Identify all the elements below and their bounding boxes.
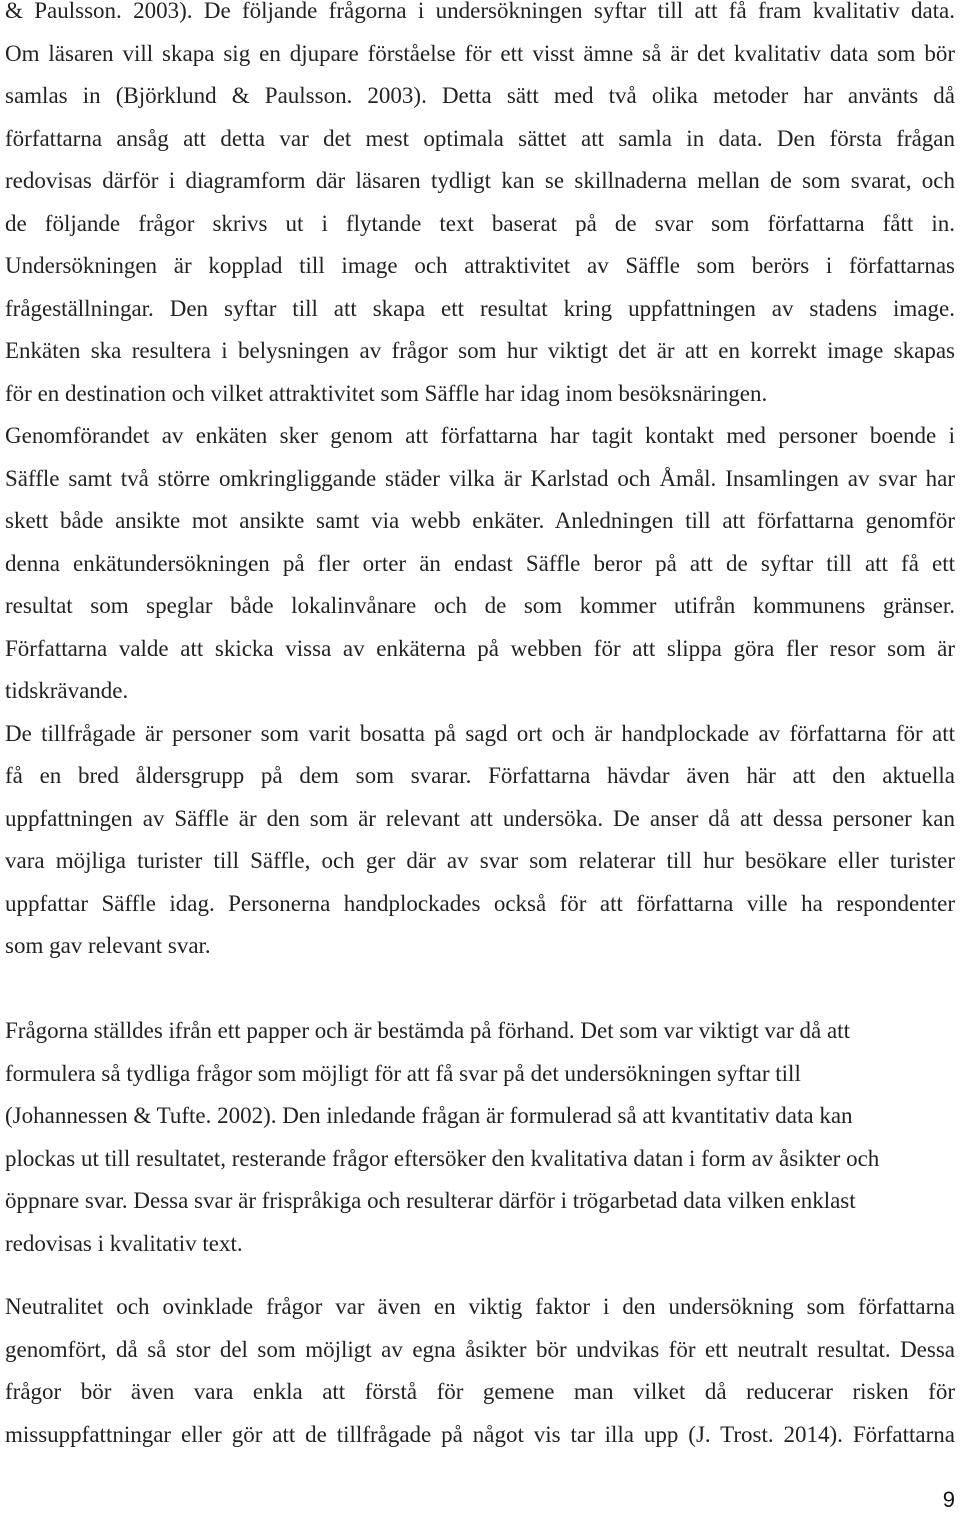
text-line: Undersökningen är kopplad till image och attraktivitet av Säffle som berörs i författarnas	[5, 253, 955, 278]
text-line: (Johannessen & Tufte. 2002). Den inledande frågan är formulerad så att kvantitativ data kan	[5, 1103, 853, 1128]
text-line: denna enkätundersökningen på fler orter än endast Säffle beror på att de syftar till att få ett	[5, 550, 955, 576]
paragraph-questions	[5, 1020, 955, 1254]
text-line: uppfattar Säffle idag. Personerna handplockades också för att författarna ville ha respondenter	[5, 890, 955, 916]
paragraph-respondents	[5, 720, 955, 958]
text-line: formulera så tydliga frågor som möjligt för att få svar på det undersökningen syftar till	[5, 1060, 801, 1086]
text-block	[5, 1296, 955, 1466]
text-line: genomfört, då så stor del som möjligt av egna åsikter bör undvikas för ett neutralt resultat. Dessa	[5, 1336, 955, 1362]
paragraph-implementation	[5, 425, 955, 701]
text-line: som gav relevant svar.	[5, 933, 211, 958]
text-line: plockas ut till resultatet, resterande frågor eftersöker den kvalitativa datan i form av åsikter och	[5, 1145, 880, 1171]
text-line: Säffle samt två större omkringliggande städer vilka är Karlstad och Åmål. Insamlingen av svar har	[5, 465, 955, 491]
text-line: Författarna valde att skicka vissa av enkäterna på webben för att slippa göra fler resor som är	[5, 635, 955, 661]
text-line: uppfattningen av Säffle är den som är relevant att undersöka. De anser då att dessa personer kan	[5, 805, 955, 831]
text-line: samlas in (Björklund & Paulsson. 2003). Detta sätt med två olika metoder har använts då	[5, 83, 955, 108]
text-line: Enkäten ska resultera i belysningen av frågor som hur viktigt det är att en korrekt image skapas	[5, 338, 955, 363]
text-line: Om läsaren vill skapa sig en djupare förståelse för ett visst ämne så är det kvalitativ data som bör	[5, 40, 955, 66]
text-line: skett både ansikte mot ansikte samt via webb enkäter. Anledningen till att författarna genomför	[5, 508, 955, 533]
paragraph-neutrality	[5, 1296, 955, 1445]
text-line: för en destination och vilket attraktivitet som Säffle har idag inom besöksnäringen.	[5, 380, 768, 406]
text-line: resultat som speglar både lokalinvånare och de som kommer utifrån kommunens gränser.	[5, 593, 955, 618]
text-line: få en bred åldersgrupp på dem som svarar. Författarna hävdar även här att den aktuella	[5, 763, 955, 788]
text-line: Neutralitet och ovinklade frågor var även en viktig faktor i den undersökning som författarna	[5, 1294, 955, 1319]
text-line: Frågorna ställdes ifrån ett papper och är bestämda på förhand. Det som var viktigt var då att	[5, 1018, 850, 1043]
text-line: Genomförandet av enkäten sker genom att författarna har tagit kontakt med personer boende i	[5, 423, 955, 448]
text-line: frågor bör även vara enkla att förstå för gemene man vilket då reducerar risken för	[5, 1379, 955, 1404]
text-line: öppnare svar. Dessa svar är frispråkiga och resulterar därför i trögarbetad data vilken enklast	[5, 1188, 856, 1213]
text-line: missuppfattningar eller gör att de tillfrågade på något vis tar illa upp (J. Trost. 2014). Författarna	[5, 1421, 955, 1447]
text-line: vara möjliga turister till Säffle, och ger där av svar som relaterar till hur besökare eller turister	[5, 848, 955, 873]
text-line: redovisas i kvalitativ text.	[5, 1230, 243, 1256]
text-block	[5, 0, 955, 978]
text-line: författarna ansåg att detta var det mest optimala sättet att samla in data. Den första frågan	[5, 125, 955, 151]
text-block	[5, 1020, 955, 1275]
text-line: de följande frågor skrivs ut i flytande text baserat på de svar som författarna fått in.	[5, 210, 955, 236]
text-line: redovisas därför i diagramform där läsaren tydligt kan se skillnaderna mellan de som svarat, och	[5, 168, 955, 193]
text-line: frågeställningar. Den syftar till att skapa ett resultat kring uppfattningen av stadens image.	[5, 295, 955, 321]
text-line: tidskrävande.	[5, 678, 129, 703]
text-line: De tillfrågade är personer som varit bosatta på sagd ort och är handplockade av författarna för att	[5, 720, 955, 746]
paragraph-method	[5, 0, 955, 404]
page-number: 9	[942, 1487, 955, 1512]
text-line: & Paulsson. 2003). De följande frågorna i undersökningen syftar till att få fram kvalitativ data.	[5, 0, 955, 23]
